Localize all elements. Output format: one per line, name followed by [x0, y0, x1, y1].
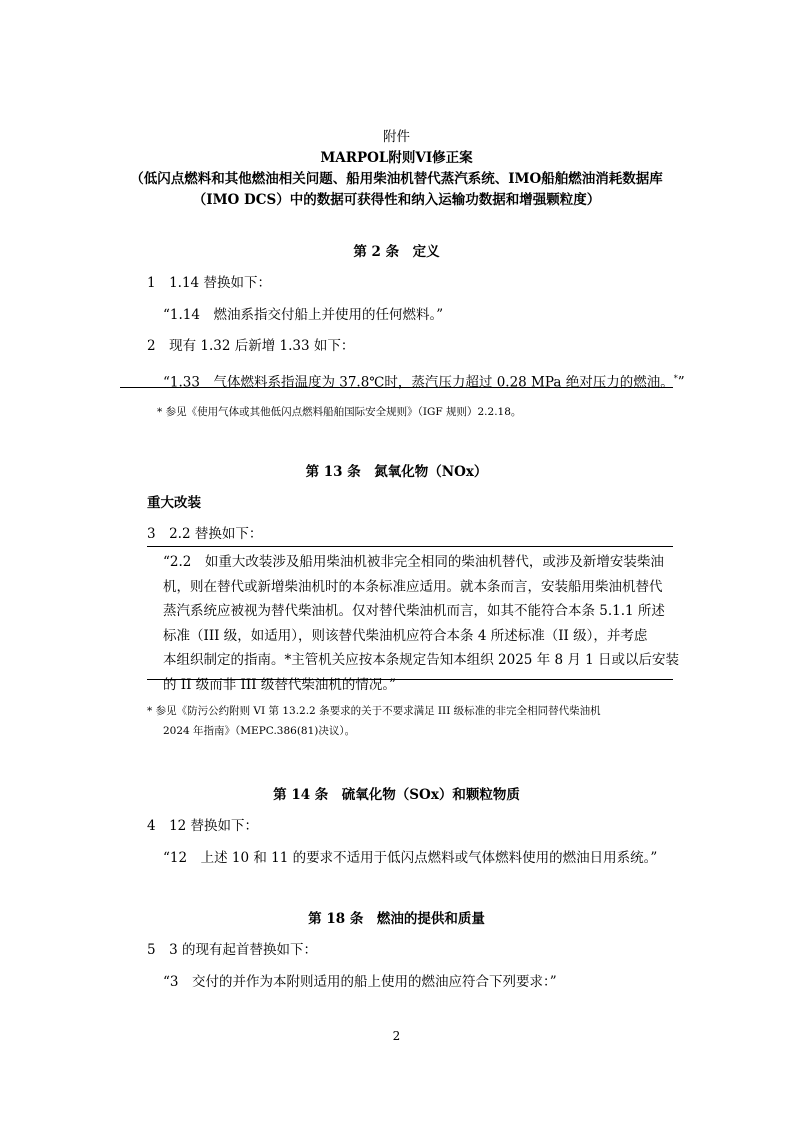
- footnote-divider-1: [120, 387, 673, 388]
- amendment-item-2: 2 现有 1.32 后新增 1.33 如下：: [147, 338, 355, 354]
- footnote-2-line2: 2024 年指南》（MEPC.386(81)决议）。: [163, 725, 356, 737]
- quote-3-line: 标准（III 级，如适用），则该替代柴油机应符合本条 4 所述标准（II 级），并考虑: [163, 627, 648, 644]
- section-heading-article-18: 第 18 条 燃油的提供和质量: [308, 911, 485, 927]
- quote-box-top-rule: [147, 546, 673, 547]
- amendment-quote-2-end: ”: [677, 374, 685, 391]
- document-subtitle-line2: （IMO DCS）中的数据可获得性和纳入运输功数据和增强颗粒度）: [192, 192, 601, 208]
- amendment-quote-2-text: “1.33 气体燃料系指温度为 37.8℃时，蒸汽压力超过 0.28 MPa 绝对压力的燃油。: [163, 374, 674, 391]
- amendment-quote-5: “3 交付的并作为本附则适用的船上使用的燃油应符合下列要求：”: [163, 974, 557, 990]
- amendment-quote-3: [163, 550, 680, 697]
- amendment-item-5: 5 3 的现有起首替换如下：: [147, 942, 317, 958]
- attachment-label: 附件: [383, 129, 410, 145]
- page-number: 2: [392, 1029, 401, 1043]
- footnote-marker: *: [673, 374, 678, 383]
- quote-3-line: 本组织制定的指南。*主管机关应按本条规定告知本组织 2025 年 8 月 1 日或以后安装: [163, 652, 680, 668]
- amendment-item-3: 3 2.2 替换如下：: [147, 526, 263, 542]
- quote-3-line: “2.2 如重大改装涉及船用柴油机被非完全相同的柴油机替代，或涉及新增安装柴油: [163, 554, 664, 570]
- document-title: MARPOL附则VI修正案: [320, 150, 473, 166]
- footnote-1: * 参见《使用气体或其他低闪点燃料船舶国际安全规则》（IGF 规则）2.2.18。: [157, 406, 522, 418]
- quote-3-line: 的 II 级而非 III 级替代柴油机的情况。”: [163, 676, 396, 693]
- footnote-2-line1: * 参见《防污公约附则 VI 第 13.2.2 条要求的关于不要求满足 III 级标准的非完全相同替代柴油机: [147, 705, 601, 717]
- quote-3-line: 蒸汽系统应被视为替代柴油机。仅对替代柴油机而言，如其不能符合本条 5.1.1 所述: [163, 603, 665, 619]
- amendment-quote-4: “12 上述 10 和 11 的要求不适用于低闪点燃料或气体燃料使用的燃油日用系统。”: [163, 850, 658, 866]
- amendment-quote-2: [163, 369, 685, 393]
- document-subtitle-line1: （低闪点燃料和其他燃油相关问题、船用柴油机替代蒸汽系统、IMO船舶燃油消耗数据库: [130, 171, 663, 187]
- quote-3-line: 机，则在替代或新增柴油机时的本条标准应适用。就本条而言，安装船用柴油机替代: [163, 578, 663, 595]
- section-heading-article-2: 第 2 条 定义: [353, 244, 440, 260]
- amendment-item-1: 1 1.14 替换如下：: [147, 275, 271, 291]
- section-heading-article-14: 第 14 条 硫氧化物（SOx）和颗粒物质: [273, 787, 520, 803]
- amendment-item-4: 4 12 替换如下：: [147, 818, 259, 834]
- section-heading-article-13: 第 13 条 氮氧化物（NOx）: [305, 464, 488, 480]
- amendment-quote-1: “1.14 燃油系指交付船上并使用的任何燃料。”: [163, 307, 444, 323]
- subheading-major-conversion: 重大改装: [147, 495, 201, 511]
- quote-box-bottom-rule: [147, 679, 673, 680]
